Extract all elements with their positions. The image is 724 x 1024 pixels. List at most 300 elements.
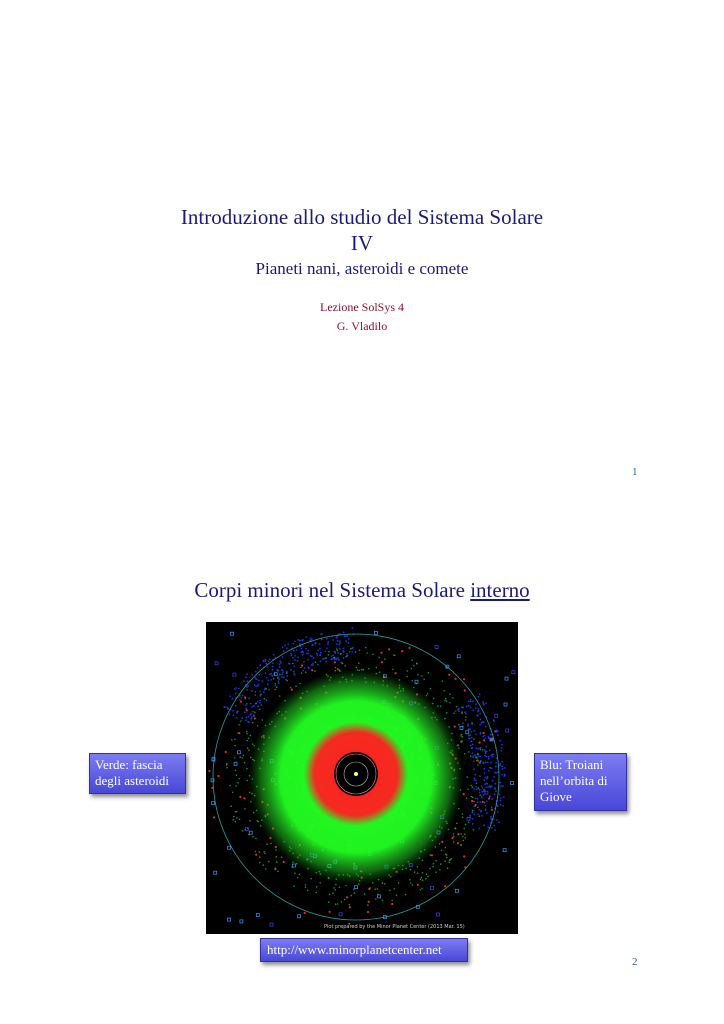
page-number-2: 2 [632,956,638,968]
scatter-dot [462,813,464,815]
slide2-title-underlined: interno [470,578,530,602]
scatter-dot [343,657,345,659]
scatter-dot [278,682,280,684]
scatter-dot [264,689,266,691]
scatter-dot [282,646,284,648]
scatter-dot [475,786,477,788]
scatter-dot [454,726,456,728]
scatter-dot [395,672,397,674]
scatter-dot [490,755,492,757]
scatter-dot [465,713,467,715]
scatter-dot [235,705,237,707]
scatter-dot [307,659,309,661]
scatter-dot [262,719,264,721]
scatter-dot [343,648,345,650]
scatter-dot [425,878,427,880]
scatter-dot [377,888,379,890]
scatter-dot [248,722,250,724]
scatter-dot [339,642,341,644]
scatter-dot [315,892,317,894]
scatter-dot [254,684,256,686]
scatter-dot [295,685,297,687]
scatter-dot [481,815,483,817]
scatter-dot [364,893,366,895]
scatter-dot [422,872,424,874]
scatter-dot [329,894,331,896]
scatter-dot [250,718,252,720]
scatter-dot [479,747,481,749]
scatter-dot [313,657,315,659]
scatter-dot [440,705,442,707]
scatter-dot [468,822,470,824]
scatter-dot [233,819,235,821]
scatter-dot [346,896,348,898]
scatter-dot [320,652,322,654]
scatter-dot [484,755,486,757]
scatter-dot [242,830,244,832]
scatter-dot [421,888,423,890]
scatter-dot [246,703,248,705]
scatter-dot [331,658,333,660]
scatter-dot [493,754,495,756]
scatter-dot [478,696,480,698]
scatter-dot [334,657,336,659]
scatter-dot [480,718,482,720]
scatter-dot [466,797,468,799]
scatter-dot [483,794,485,796]
scatter-dot [475,703,477,705]
scatter-dot [491,827,493,829]
scatter-dot [483,779,485,781]
scatter-dot [375,898,377,900]
scatter-dot [487,826,489,828]
scatter-dot [312,663,314,665]
scatter-dot [263,851,265,853]
scatter-dot [488,756,490,758]
scatter-dot [463,793,465,795]
scatter-dot [282,656,284,658]
scatter-dot [416,663,418,665]
scatter-dot [293,665,295,667]
scatter-dot [417,872,419,874]
scatter-dot [355,651,357,653]
scatter-dot [495,762,497,764]
scatter-dot [394,888,396,890]
scatter-dot [490,818,492,820]
scatter-dot [337,650,339,652]
scatter-dot [239,796,241,798]
scatter-dot [475,747,477,749]
scatter-dot [477,801,479,803]
scatter-dot [251,674,253,676]
scatter-dot [457,709,459,711]
scatter-dot [453,833,455,835]
scatter-dot [391,903,393,905]
scatter-dot [501,761,503,763]
scatter-dot [334,661,336,663]
scatter-dot [479,789,481,791]
scatter-dot [245,719,247,721]
scatter-dot [302,650,304,652]
scatter-dot [479,694,481,696]
scatter-dot [472,829,474,831]
scatter-dot [481,785,483,787]
scatter-dot [445,698,447,700]
scatter-dot [494,730,496,732]
scatter-dot [343,631,345,633]
slide1-title [0,204,724,256]
scatter-dot [251,706,253,708]
scatter-dot [299,874,301,876]
scatter-dot [257,701,259,703]
scatter-dot [271,675,273,677]
scatter-dot [251,690,253,692]
scatter-dot [325,650,327,652]
scatter-dot [478,756,480,758]
scatter-dot [500,800,502,802]
scatter-dot [240,720,242,722]
scatter-dot [259,691,261,693]
scatter-dot [484,772,486,774]
scatter-dot [245,705,247,707]
scatter-dot [235,785,237,787]
scatter-dot [341,662,343,664]
scatter-dot [346,655,348,657]
scatter-dot [293,885,295,887]
scatter-dot [213,816,215,818]
scatter-dot [483,703,485,705]
scatter-dot [310,878,312,880]
scatter-dot [460,741,462,743]
scatter-dot [246,709,248,711]
scatter-dot [471,752,473,754]
scatter-dot [478,748,480,750]
scatter-dot [349,651,351,653]
scatter-dot [471,812,473,814]
scatter-dot [441,849,443,851]
scatter-dot [234,757,236,759]
scatter-dot [486,756,488,758]
scatter-dot [232,792,234,794]
scatter-dot [263,698,265,700]
scatter-dot [322,658,324,660]
scatter-dot [276,687,278,689]
scatter-dot [281,676,283,678]
scatter-dot [502,805,504,807]
scatter-dot [444,700,446,702]
scatter-dot [246,717,248,719]
scatter-dot [245,707,247,709]
scatter-dot [259,862,261,864]
scatter-dot [345,640,347,642]
scatter-dot [283,861,285,863]
scatter-dot [464,753,466,755]
scatter-dot [236,817,238,819]
scatter-dot [238,732,240,734]
scatter-dot [488,758,490,760]
callout-trojans: Blu: Troiani nell’orbita di Giove [534,753,627,811]
scatter-dot [232,710,234,712]
lesson-label: Lezione SolSys 4 [320,300,404,314]
scatter-dot [479,756,481,758]
scatter-dot [471,747,473,749]
scatter-dot [302,654,304,656]
scatter-dot [268,861,270,863]
image-credit: Plot prepared by the Minor Planet Center (2013 Mar. 15) [324,924,465,930]
scatter-dot [407,670,409,672]
scatter-dot [258,674,260,676]
scatter-dot [477,813,479,815]
scatter-dot [473,813,475,815]
scatter-dot [250,703,252,705]
scatter-dot [291,654,293,656]
scatter-dot [308,667,310,669]
scatter-dot [297,660,299,662]
scatter-dot [257,667,259,669]
scatter-dot [239,818,241,820]
asteroid-plot-image [206,622,518,934]
scatter-dot [252,836,254,838]
scatter-dot [279,666,281,668]
scatter-dot [255,671,257,673]
scatter-dot [327,641,329,643]
scatter-dot [420,889,422,891]
scatter-dot [475,779,477,781]
scatter-dot [467,788,469,790]
scatter-dot [321,639,323,641]
scatter-dot [475,734,477,736]
scatter-dot [412,884,414,886]
scatter-dot [226,767,228,769]
scatter-dot [468,700,470,702]
scatter-dot [465,837,467,839]
scatter-dot [231,698,233,700]
scatter-dot [338,644,340,646]
scatter-dot [472,786,474,788]
scatter-dot [444,861,446,863]
scatter-dot [501,747,503,749]
scatter-dot [319,643,321,645]
scatter-dot [484,749,486,751]
scatter-dot [260,694,262,696]
scatter-dot [241,697,243,699]
scatter-dot [405,894,407,896]
scatter-dot [482,801,484,803]
scatter-dot [232,714,234,716]
scatter-dot [439,869,441,871]
scatter-dot [411,668,413,670]
scatter-dot [257,705,259,707]
scatter-dot [462,707,464,709]
scatter-dot [476,757,478,759]
scatter-dot [374,888,376,890]
scatter-dot [226,763,228,765]
scatter-dot [488,797,490,799]
scatter-dot [263,691,265,693]
scatter-dot [477,759,479,761]
scatter-dot [334,651,336,653]
scatter-dot [268,689,270,691]
scatter-dot [421,877,423,879]
scatter-dot [482,721,484,723]
scatter-dot [491,806,493,808]
scatter-dot [497,811,499,813]
scatter-dot [268,679,270,681]
scatter-dot [243,797,245,799]
scatter-dot [485,805,487,807]
scatter-dot [475,707,477,709]
scatter-dot [267,666,269,668]
scatter-dot [409,879,411,881]
scatter-dot [470,701,472,703]
scatter-dot [299,643,301,645]
scatter-dot [462,836,464,838]
scatter-dot [305,671,307,673]
scatter-dot [320,660,322,662]
scatter-dot [461,734,463,736]
scatter-dot [243,680,245,682]
scatter-dot [280,662,282,664]
scatter-dot [236,712,238,714]
scatter-dot [246,689,248,691]
scatter-dot [335,903,337,905]
scatter-dot [255,838,257,840]
scatter-dot [429,868,431,870]
scatter-dot [261,704,263,706]
scatter-dot [257,685,259,687]
scatter-dot [430,688,432,690]
scatter-dot [472,797,474,799]
scatter-dot [490,762,492,764]
scatter-dot [286,675,288,677]
scatter-dot [449,702,451,704]
scatter-dot [319,882,321,884]
minor-planet-center-link[interactable]: http://www.minorplanetcenter.net [260,938,468,962]
scatter-dot [443,690,445,692]
scatter-dot [497,805,499,807]
scatter-dot [292,657,294,659]
scatter-dot [306,653,308,655]
scatter-dot [469,815,471,817]
scatter-dot [473,730,475,732]
scatter-dot [501,744,503,746]
sun-marker [354,772,358,776]
scatter-dot [463,828,465,830]
scatter-dot [432,866,434,868]
scatter-dot [259,851,261,853]
scatter-dot [266,677,268,679]
scatter-dot [440,863,442,865]
scatter-dot [417,674,419,676]
scatter-dot [449,860,451,862]
scatter-dot [474,754,476,756]
scatter-dot [242,757,244,759]
scatter-dot [311,669,313,671]
scatter-dot [352,648,354,650]
scatter-dot [249,820,251,822]
scatter-dot [426,874,428,876]
scatter-dot [380,652,382,654]
scatter-dot [463,840,465,842]
scatter-dot [448,674,450,676]
scatter-dot [279,663,281,665]
scatter-dot [427,875,429,877]
scatter-dot [367,904,369,906]
scatter-dot [449,693,451,695]
scatter-dot [366,652,368,654]
scatter-dot [255,703,257,705]
scatter-dot [460,735,462,737]
scatter-dot [482,749,484,751]
scatter-dot [451,837,453,839]
scatter-dot [501,774,503,776]
scatter-dot [352,627,354,629]
scatter-dot [254,694,256,696]
scatter-dot [317,664,319,666]
scatter-dot [294,641,296,643]
scatter-dot [260,665,262,667]
scatter-dot [273,654,275,656]
scatter-dot [482,701,484,703]
scatter-dot [452,697,454,699]
scatter-dot [332,655,334,657]
scatter-dot [479,801,481,803]
scatter-dot [246,768,248,770]
scatter-dot [480,810,482,812]
scatter-dot [266,843,268,845]
scatter-dot [486,787,488,789]
scatter-dot [281,674,283,676]
scatter-dot [473,738,475,740]
scatter-dot [471,800,473,802]
scatter-dot [446,854,448,856]
scatter-dot [264,853,266,855]
scatter-dot [307,649,309,651]
scatter-dot [496,819,498,821]
scatter-dot [479,815,481,817]
scatter-dot [304,912,306,914]
scatter-dot [482,732,484,734]
scatter-dot [433,863,435,865]
scatter-dot [244,808,246,810]
scatter-dot [265,699,267,701]
scatter-dot [479,713,481,715]
scatter-dot [472,701,474,703]
scatter-dot [382,900,384,902]
scatter-dot [284,645,286,647]
scatter-dot [319,648,321,650]
scatter-dot [482,787,484,789]
scatter-dot [410,882,412,884]
scatter-dot [305,886,307,888]
scatter-dot [293,671,295,673]
scatter-dot [477,807,479,809]
scatter-dot [327,643,329,645]
scatter-dot [391,900,393,902]
scatter-dot [339,640,341,642]
scatter-dot [461,712,463,714]
scatter-dot [477,711,479,713]
scatter-dot [446,700,448,702]
scatter-dot [337,652,339,654]
scatter-dot [341,901,343,903]
scatter-dot [491,786,493,788]
scatter-dot [462,736,464,738]
scatter-dot [262,660,264,662]
scatter-dot [469,738,471,740]
scatter-dot [502,785,504,787]
scatter-dot [503,796,505,798]
